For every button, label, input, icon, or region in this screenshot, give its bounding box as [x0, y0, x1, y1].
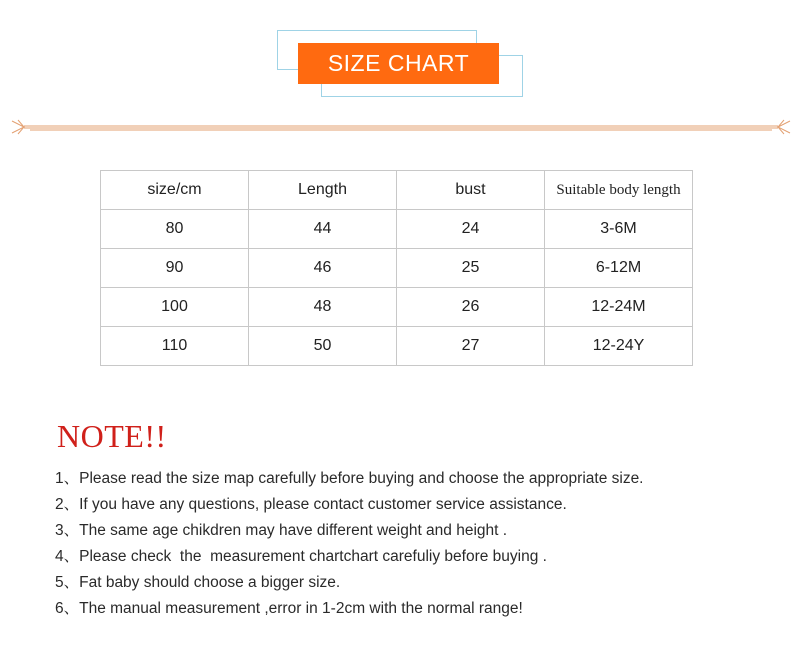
table-cell: 44	[249, 210, 397, 249]
note-item: 1、Please read the size map carefully before buying and choose the appropriate size.	[55, 470, 644, 487]
note-item: 4、Please check the measurement chartchart carefuliy before buying .	[55, 548, 547, 565]
table-cell: 25	[397, 249, 545, 288]
column-header: Suitable body length	[545, 171, 693, 210]
column-header: Length	[249, 171, 397, 210]
table-cell: 12-24M	[545, 288, 693, 327]
table-cell: 46	[249, 249, 397, 288]
table-cell: 90	[101, 249, 249, 288]
table-cell: 6-12M	[545, 249, 693, 288]
table-row	[101, 288, 693, 327]
table-cell: 48	[249, 288, 397, 327]
table-row	[101, 249, 693, 288]
table-cell: 12-24Y	[545, 327, 693, 366]
table-cell: 27	[397, 327, 545, 366]
table-cell: 80	[101, 210, 249, 249]
column-header: size/cm	[101, 171, 249, 210]
note-item: 6、The manual measurement ,error in 1-2cm with the normal range!	[55, 600, 523, 617]
column-header: bust	[397, 171, 545, 210]
table-cell: 26	[397, 288, 545, 327]
table-cell: 50	[249, 327, 397, 366]
size-chart-title: SIZE CHART	[298, 43, 499, 84]
note-title: NOTE!!	[57, 418, 167, 454]
table-row	[101, 210, 693, 249]
size-table	[100, 170, 693, 366]
table-cell: 3-6M	[545, 210, 693, 249]
note-item: 5、Fat baby should choose a bigger size.	[55, 574, 341, 591]
note-list	[55, 468, 644, 624]
table-cell: 110	[101, 327, 249, 366]
note-item: 2、If you have any questions, please contact customer service assistance.	[55, 496, 567, 513]
table-row	[101, 327, 693, 366]
decorative-divider	[10, 118, 792, 140]
table-header-row	[101, 171, 693, 210]
table-cell: 24	[397, 210, 545, 249]
note-item: 3、The same age chikdren may have different weight and height .	[55, 522, 508, 539]
table-cell: 100	[101, 288, 249, 327]
